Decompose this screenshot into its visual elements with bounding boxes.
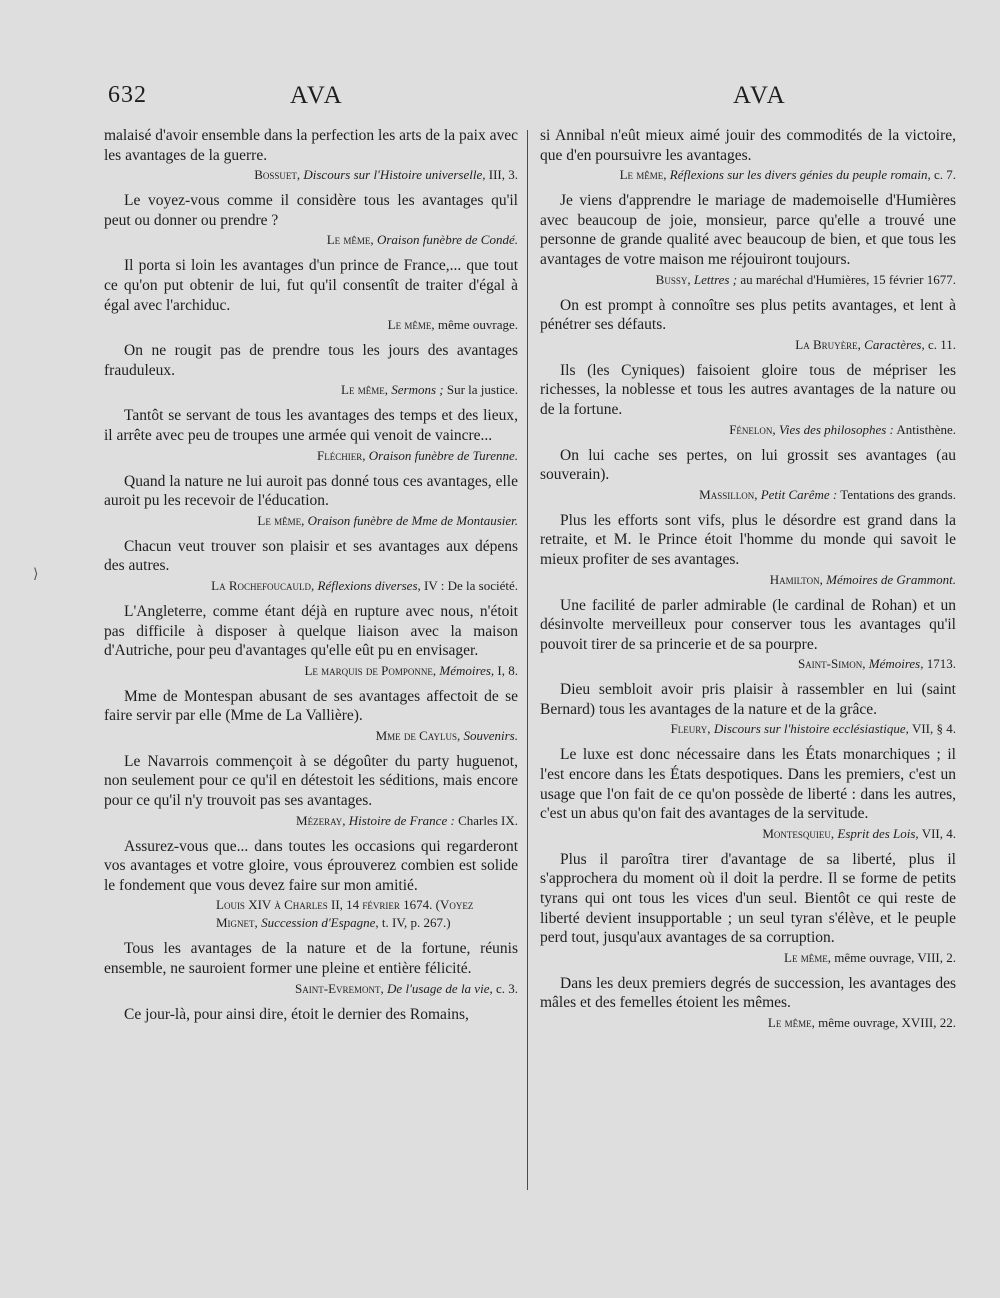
- citation-reference: 1713.: [926, 656, 956, 672]
- quotation-entry: [540, 191, 956, 288]
- citation-work: Réflexions sur les divers génies du peuple romain,: [669, 167, 931, 183]
- citation-work: Souvenirs.: [463, 727, 518, 743]
- citation: [104, 662, 518, 680]
- citation-reference: t. IV, p. 267.): [381, 915, 451, 931]
- quotation-text: Quand la nature ne lui auroit pas donné tous ces avantages, elle auroit pu les recevoir de l'éducation.: [104, 472, 518, 510]
- citation-work: Mémoires,: [439, 662, 495, 678]
- running-head-right: AVA: [733, 82, 787, 109]
- citation-author: Massillon,: [699, 486, 758, 502]
- citation-reference: au maréchal d'Humières, 15 février 1677.: [740, 271, 956, 287]
- quotation-entry: [540, 446, 956, 504]
- citation-author: Saint-Evremont,: [295, 980, 384, 996]
- citation-work: Succession d'Espagne,: [261, 915, 379, 931]
- quotation-entry: [104, 752, 518, 830]
- citation-reference: Sur la justice.: [446, 382, 518, 398]
- citation-author: Le même,: [784, 949, 831, 965]
- citation: [104, 166, 518, 184]
- citation-author: Le marquis de Pomponne,: [304, 662, 437, 678]
- quotation-text: On est prompt à connoître ses plus petits avantages, et lent à pénétrer ses défauts.: [540, 296, 956, 334]
- citation-reference: même ouvrage, XVIII, 22.: [818, 1015, 956, 1030]
- quotation-entry: [104, 687, 518, 745]
- citation-author: Montesquieu,: [762, 825, 835, 841]
- citation: [540, 166, 956, 184]
- citation: [540, 825, 956, 843]
- citation-reference: Tentations des grands.: [840, 486, 956, 502]
- quotation-entry: [104, 341, 518, 399]
- citation-reference: Antisthène.: [896, 421, 956, 437]
- citation-author: Fléchier,: [317, 447, 366, 463]
- citation-author: Fénelon,: [729, 421, 776, 437]
- citation: [540, 655, 956, 673]
- citation-work: Discours sur l'Histoire universelle,: [303, 167, 486, 183]
- citation-author: La Bruyère,: [795, 336, 861, 352]
- quotation-text: si Annibal n'eût mieux aimé jouir des commodités de la victoire, que d'en poursuivre les avantages.: [540, 127, 956, 164]
- left-column: [104, 126, 518, 1031]
- citation-author: Mézeray,: [296, 812, 346, 828]
- citation-work: Mémoires,: [868, 656, 924, 672]
- citation-work: Oraison funèbre de Mme de Montausier.: [307, 512, 518, 528]
- citation-author: Fleury,: [670, 721, 711, 737]
- citation-work: Oraison funèbre de Turenne.: [368, 447, 518, 463]
- quotation-entry: [540, 974, 956, 1032]
- quotation-text: L'Angleterre, comme étant déjà en rupture avec nous, n'étoit pas difficile à disposer à quelque liaison avec la maison d'Autriche, pour peu d'avantages qu'elle eût pu en envisager.: [104, 602, 518, 660]
- quotation-text: Tantôt se servant de tous les avantages des temps et des lieux, il arrête avec peu de troupes une armée qui venoit de vaincre...: [104, 407, 518, 444]
- quotation-entry: [104, 256, 518, 334]
- citation-work: Esprit des Lois,: [837, 825, 919, 841]
- quotation-text: Tous les avantages de la nature et de la fortune, réunis ensemble, ne sauroient former une pleine et entière félicité.: [104, 940, 518, 978]
- quotation-text: Le Navarrois commençoit à se dégoûter du party huguenot, non seulement pour ce qu'il en détestoit les séditions, mais encore pour ce qu'il n'y trouvoit pas ses avantages.: [104, 752, 518, 810]
- citation-reference: VII, 4.: [921, 825, 956, 841]
- quotation-text: On lui cache ses pertes, on lui grossit ses avantages (au souverain).: [540, 446, 956, 484]
- citation-reference: III, 3.: [488, 167, 518, 183]
- citation: [104, 316, 518, 334]
- citation-reference: IV : De la société.: [424, 577, 518, 593]
- quotation-entry: [104, 537, 518, 595]
- quotation-entry: [540, 361, 956, 439]
- quotation-text: Assurez-vous que... dans toutes les occasions qui regarderont vos avantages et votre gloire, vous éprouverez combien est solide le fondement que vous devez faire sur mon amitié.: [104, 837, 518, 894]
- citation: [104, 980, 518, 998]
- citation-reference: Charles IX.: [458, 812, 518, 828]
- quotation-entry: [104, 191, 518, 249]
- quotation-entry: [104, 602, 518, 680]
- quotation-entry: [540, 511, 956, 589]
- citation: [104, 812, 518, 830]
- citation: [540, 271, 956, 289]
- quotation-text: On ne rougit pas de prendre tous les jours des avantages frauduleux.: [104, 342, 518, 379]
- citation-author: Bussy,: [655, 271, 691, 287]
- quotation-text: Chacun veut trouver son plaisir et ses avantages aux dépens des autres.: [104, 537, 518, 575]
- column-divider: [527, 130, 528, 1190]
- quotation-text: Mme de Montespan abusant de ses avantages affectoit de se faire servir par elle (Mme de La Vallière).: [104, 687, 518, 725]
- citation-author: Le même,: [257, 512, 305, 528]
- quotation-text: Dans les deux premiers degrés de succession, les avantages des mâles et des femelles étoient les mêmes.: [540, 974, 956, 1012]
- citation-work: Caractères,: [864, 336, 925, 352]
- quotation-text: Le luxe est donc nécessaire dans les États monarchiques ; il l'est encore dans les États despotiques. Dans les premiers, c'est un usage que l'on fait de ce qu'on possède de liberté : dans les autres, c'est un abus qu'on fait des avantages de la servitude.: [540, 746, 956, 823]
- citation-work: De l'usage de la vie,: [387, 980, 493, 996]
- citation-author: Le même,: [341, 382, 388, 398]
- quotation-entry: [104, 837, 518, 933]
- quotation-text: Plus il paroîtra tirer d'avantage de sa liberté, plus il s'approchera du moment où il doit la perdre. Il se forme de petits tyrans qui ont tous les vices d'un seul. Bientôt ce qui reste de liberté devient insupportable ; un seul tyran s'élève, et le peuple perd tout, jusqu'aux avantages de sa corruption.: [540, 850, 956, 947]
- citation: [104, 447, 518, 465]
- citation-author: Louis XIV à Charles II, 14 février 1674. (Voyez Mignet,: [216, 897, 474, 931]
- quotation-entry: [540, 596, 956, 674]
- citation-author: Saint-Simon,: [797, 656, 866, 672]
- citation: [540, 486, 956, 504]
- citation-author: Hamilton,: [769, 571, 823, 587]
- citation-work: Lettres ;: [693, 271, 738, 287]
- right-column: [540, 126, 956, 1039]
- citation: [104, 231, 518, 249]
- quotation-text: Le voyez-vous comme il considère tous les avantages qu'il peut ou donner ou prendre ?: [104, 192, 518, 229]
- citation-reference: c. 7.: [933, 167, 956, 183]
- quotation-text: malaisé d'avoir ensemble dans la perfection les arts de la paix avec les avantages de la guerre.: [104, 127, 518, 164]
- citation-work: Oraison funèbre de Condé.: [376, 232, 518, 248]
- citation-work: Histoire de France :: [348, 812, 455, 828]
- citation: [540, 949, 956, 967]
- quotation-entry: [104, 406, 518, 464]
- margin-mark: ⟩: [33, 567, 39, 582]
- citation-reference: même ouvrage.: [437, 317, 518, 333]
- quotation-entry: [104, 126, 518, 184]
- citation-work: Vies des philosophes :: [778, 421, 894, 437]
- citation-author: La Rochefoucauld,: [211, 577, 315, 593]
- citation: [540, 571, 956, 589]
- citation-work: Petit Carême :: [760, 486, 838, 502]
- quotation-entry: [104, 1005, 518, 1025]
- quotation-text: Je viens d'apprendre le mariage de mademoiselle d'Humières avec beaucoup de joie, monsieur, parce qu'elle a trouvé une personne de grande qualité avec beaucoup de bien, et que tous les avantages de votre maison me réjouiront toujours.: [540, 192, 956, 268]
- quotation-entry: [540, 850, 956, 967]
- quotation-entry: [540, 296, 956, 354]
- citation: [104, 896, 518, 932]
- quotation-entry: [540, 680, 956, 738]
- quotation-text: Ils (les Cyniques) faisoient gloire tous de mépriser les richesses, la noblesse et tous les autres avantages de la nature ou de la fortune.: [540, 361, 956, 418]
- citation: [540, 336, 956, 354]
- citation-reference: c. 11.: [927, 336, 956, 352]
- citation-author: Bossuet,: [254, 167, 301, 183]
- citation: [104, 381, 518, 399]
- citation-work: Mémoires de Grammont.: [826, 571, 956, 587]
- citation: [104, 727, 518, 745]
- citation-work: Réflexions diverses,: [317, 577, 421, 593]
- citation: [104, 577, 518, 595]
- citation: [540, 720, 956, 738]
- citation: [104, 512, 518, 530]
- quotation-text: Plus les efforts sont vifs, plus le désordre est grand dans la retraite, et M. le Prince étoit l'homme du monde qui savoit le mieux profiter de ses avantages.: [540, 511, 956, 568]
- quotation-entry: [104, 939, 518, 997]
- citation-author: Mme de Caylus,: [375, 727, 461, 743]
- quotation-entry: [104, 472, 518, 530]
- citation-reference: I, 8.: [497, 662, 518, 678]
- quotation-text: Il porta si loin les avantages d'un prince de France,... que tout ce qu'on put obtenir de lui, fut qu'il consentît de traiter d'égal à égal avec l'archiduc.: [104, 257, 518, 314]
- citation-author: Le même,: [619, 167, 667, 183]
- citation: [540, 421, 956, 439]
- citation-reference: VII, § 4.: [911, 721, 956, 737]
- quotation-text: Ce jour-là, pour ainsi dire, étoit le dernier des Romains,: [124, 1005, 469, 1023]
- citation-work: Discours sur l'histoire ecclésiastique,: [713, 721, 909, 737]
- citation-reference: même ouvrage, VIII, 2.: [834, 949, 956, 965]
- quotation-entry: [540, 126, 956, 184]
- quotation-entry: [540, 745, 956, 842]
- page-number: 632: [108, 82, 147, 108]
- citation-author: Le même,: [387, 317, 435, 333]
- citation-author: Le même,: [767, 1015, 815, 1030]
- citation: [540, 1014, 956, 1032]
- running-head-left: AVA: [290, 82, 344, 109]
- citation-author: Le même,: [326, 232, 374, 248]
- citation-work: Sermons ;: [391, 382, 444, 398]
- quotation-text: Dieu sembloit avoir pris plaisir à rassembler en lui (saint Bernard) tous les avantages de la nature et de la grâce.: [540, 681, 956, 718]
- quotation-text: Une facilité de parler admirable (le cardinal de Rohan) et un désinvolte merveilleux pour conserver tous les avantages qu'il pouvoit tirer de sa princerie et de sa pourpre.: [540, 596, 956, 653]
- citation-reference: c. 3.: [495, 980, 518, 996]
